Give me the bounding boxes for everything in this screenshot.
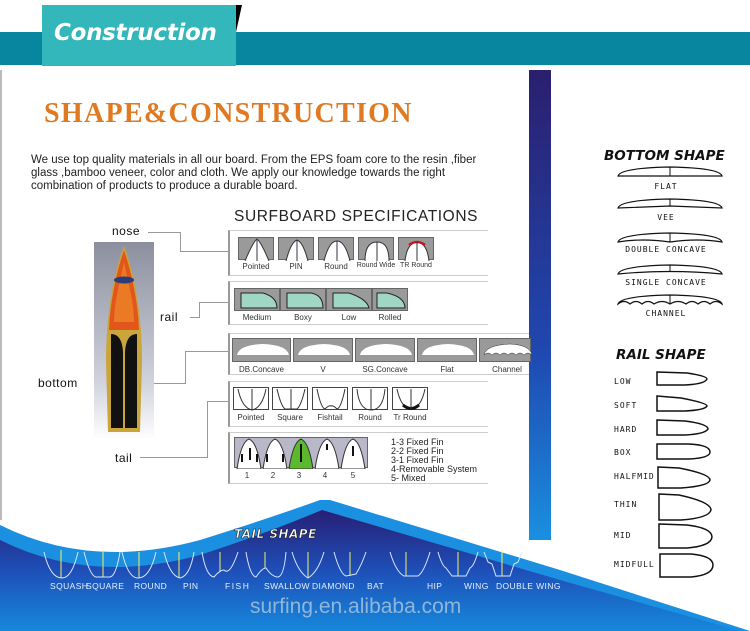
nose-label-roundwide: Round Wide (356, 262, 396, 269)
rail-shape-midfull: MIDFULL (614, 560, 655, 569)
connector-nose-2 (181, 251, 228, 252)
rail-medium-thumb (234, 288, 280, 311)
tail-shape-title: TAIL SHAPE (234, 527, 317, 541)
connector-nose (148, 232, 181, 252)
bottom-dbconcave-thumb (232, 338, 291, 362)
rail-shape-low: LOW (614, 377, 632, 386)
rail-label-medium: Medium (242, 313, 272, 322)
fin-number-2: 2 (270, 471, 276, 480)
vertical-blue-band (529, 70, 551, 540)
fin-number-5: 5 (350, 471, 356, 480)
bottom-label-channel: Channel (492, 365, 522, 374)
bottom-label-sgconcave: SG.Concave (362, 365, 408, 374)
bottom-label-dbconcave: DB.Concave (239, 365, 284, 374)
nose-trround-thumb (398, 237, 434, 260)
tail-shape-pin: PIN (183, 581, 199, 591)
tail-label-pointed: Pointed (237, 413, 265, 422)
fin-legend-4: 4-Removable System (391, 464, 478, 474)
tail-round-thumb (352, 387, 388, 410)
nose-label-pointed: Pointed (242, 262, 270, 271)
tail-shape-squash: SQUASH (50, 581, 89, 591)
fin-number-4: 4 (322, 471, 328, 480)
tail-shape-swallow: SWALLOW (264, 581, 310, 591)
nose-roundwide-thumb (358, 237, 394, 260)
fin-number-3: 3 (296, 471, 302, 480)
spec-row-tail (228, 381, 488, 427)
bottom-label-v: V (320, 365, 326, 374)
tail-shape-square: SQUARE (86, 581, 125, 591)
footer-url: surfing.en.alibaba.com (250, 595, 462, 618)
header-tab-construction: Construction (42, 5, 236, 66)
header-tab-shadow (236, 5, 242, 32)
bottom-shape-title: BOTTOM SHAPE (604, 148, 725, 164)
rail-boxy-thumb (280, 288, 326, 311)
rail-label-rolled: Rolled (378, 313, 402, 322)
tail-trround-thumb (392, 387, 428, 410)
tail-pointed-thumb (233, 387, 269, 410)
tail-shape-hip: HIP (427, 581, 443, 591)
bottom-label-flat: Flat (440, 365, 454, 374)
connector-bottom-2 (186, 351, 228, 352)
bottom-channel-thumb (479, 338, 531, 362)
fin-legend-2: 2-2 Fixed Fin (391, 446, 444, 456)
tail-fishtail-thumb (312, 387, 348, 410)
rail-shape-title: RAIL SHAPE (616, 347, 706, 363)
tail-shape-fish: FISH (225, 581, 251, 591)
tail-shape-diagrams (40, 550, 560, 580)
bottom-shape-flat: FLAT (654, 182, 678, 191)
intro-paragraph: We use top quality materials in all our board. From the EPS foam core to the resin ,fiber glass ,bamboo veneer, color and cloth. We apply our knowledge towards the right combination of products to produce a durable board. (31, 154, 477, 192)
rail-shape-box: BOX (614, 448, 632, 457)
spec-row-nose (228, 230, 488, 276)
bottom-sgconcave-thumb (355, 338, 415, 362)
fin-legend (391, 438, 477, 483)
page-title: SHAPE&CONSTRUCTION (44, 98, 413, 129)
rail-shape-mid: MID (614, 531, 632, 540)
connector-tail (140, 401, 207, 458)
rail-rolled-thumb (372, 288, 408, 311)
tail-square-thumb (272, 387, 308, 410)
label-rail: rail (160, 310, 179, 324)
bottom-v-thumb (293, 338, 353, 362)
tail-label-trround: Tr Round (393, 413, 427, 422)
rail-shape-thin: THIN (614, 500, 638, 509)
tail-shape-bat: BAT (367, 581, 385, 591)
fin-legend-1: 1-3 Fixed Fin (391, 437, 444, 447)
connector-rail (190, 302, 200, 318)
bottom-shape-single-concave: SINGLE CONCAVE (625, 278, 707, 287)
label-bottom: bottom (38, 376, 78, 390)
nose-label-round: Round (324, 262, 348, 271)
rail-shape-soft: SOFT (614, 401, 638, 410)
fin-legend-5: 5- Mixed (391, 473, 426, 483)
specs-title: SURFBOARD SPECIFICATIONS (234, 208, 479, 225)
nose-round-thumb (318, 237, 354, 260)
rail-label-low: Low (341, 313, 357, 322)
nose-pointed-thumb (238, 237, 274, 260)
tail-shape-diamond: DIAMOND (312, 581, 355, 591)
bottom-flat-thumb (417, 338, 477, 362)
rail-label-boxy: Boxy (294, 313, 312, 322)
left-border (0, 70, 2, 520)
fin-setups-thumb (234, 437, 368, 468)
nose-label-trround: TR Round (400, 262, 432, 269)
nose-label-pin: PIN (289, 262, 303, 271)
connector-bottom (154, 351, 186, 384)
bottom-shape-vee: VEE (657, 213, 675, 222)
connector-rail-2 (200, 302, 228, 303)
bottom-shape-double-concave: DOUBLE CONCAVE (625, 245, 707, 254)
rail-shape-hard: HARD (614, 425, 638, 434)
tail-shape-wing: WING (464, 581, 489, 591)
tail-label-fishtail: Fishtail (317, 413, 343, 422)
spec-row-rail (228, 281, 488, 325)
tail-label-round: Round (358, 413, 382, 422)
rail-shape-halfmid: HALFMID (614, 472, 655, 481)
tail-shape-round: ROUND (134, 581, 168, 591)
label-nose: nose (112, 224, 141, 238)
connector-tail-2 (207, 401, 228, 458)
tail-label-square: Square (277, 413, 303, 422)
nose-pin-thumb (278, 237, 314, 260)
fin-number-1: 1 (244, 471, 250, 480)
tail-shape-double-wing: DOUBLE WING (496, 581, 561, 591)
label-tail: tail (115, 451, 133, 465)
bottom-shape-channel: CHANNEL (645, 309, 687, 318)
rail-low-thumb (326, 288, 372, 311)
fin-legend-3: 3-1 Fixed Fin (391, 455, 444, 465)
tail-shape-banner (0, 500, 750, 631)
spec-row-bottom (228, 333, 529, 375)
